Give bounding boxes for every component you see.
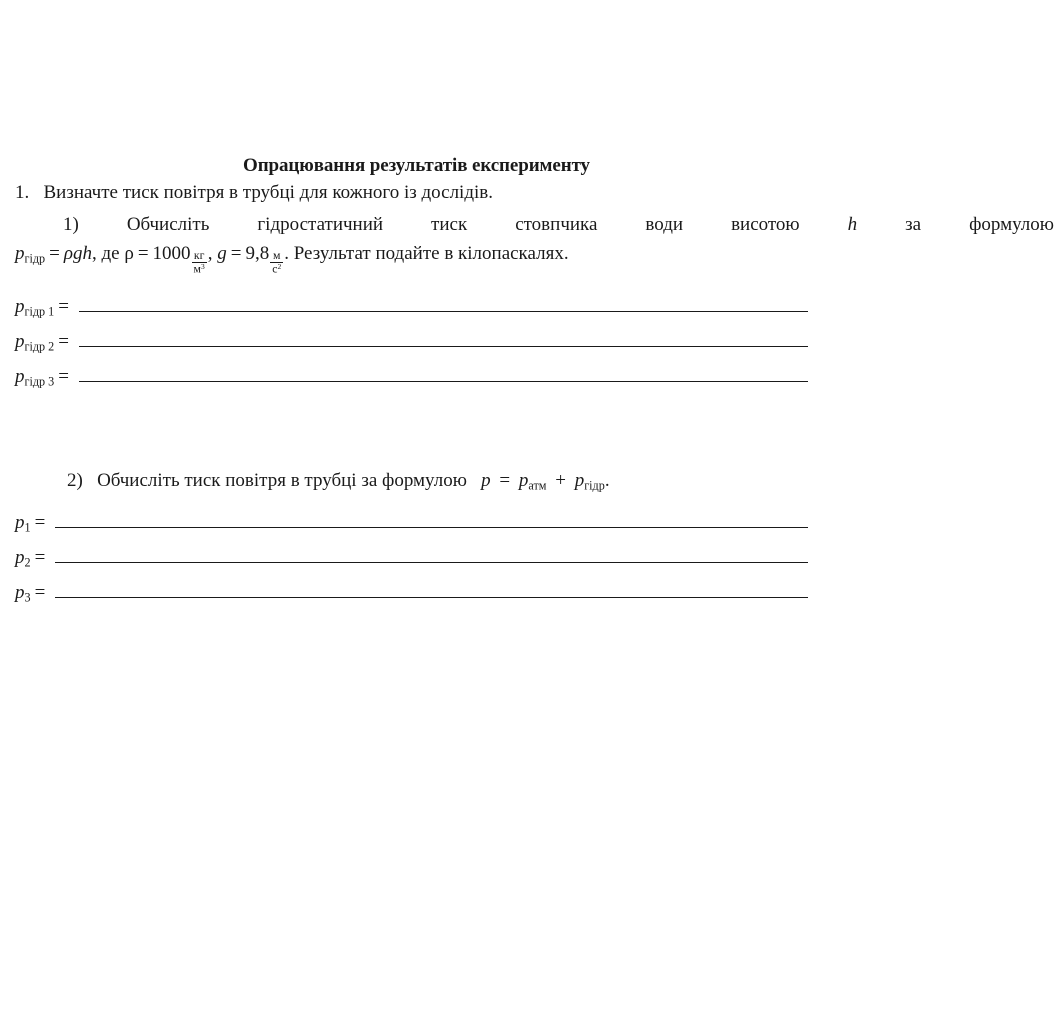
answer-equals: = [34,547,46,568]
subitem-1-word-7: за [905,214,922,235]
answer-blank-line-pressure-2[interactable] [55,548,808,563]
answer-equals: = [34,582,46,603]
answer-symbol: p [15,296,25,317]
subitem-2-text: Обчисліть тиск повітря в трубці за формулою [97,470,467,491]
subitem-1-word-2: гідростатичний [257,214,384,235]
answer-label-pressure-1 [15,512,49,535]
formula-g-unit [270,250,283,275]
subitem-2-formula-equals: = [499,470,511,491]
answer-equals: = [58,296,69,317]
answer-equals: = [34,512,46,533]
subitem-1-paragraph [15,213,1054,238]
formula-g-equals: = [230,243,242,264]
subitem-1-marker: 1) [63,214,79,235]
formula-rho-unit-denominator-base: м [193,262,201,276]
formula-rho-unit-numerator: кг [193,249,205,262]
answer-blank-line-hydrostatic-2[interactable] [79,332,808,347]
formula-rho-symbol: ρ [124,243,134,264]
formula-g-value: 9,8 [245,243,270,264]
subitem-2-marker: 2) [67,470,83,491]
task-number: 1. [15,182,30,203]
answer-label-pressure-2 [15,547,49,570]
subitem-1-word-3: тиск [431,214,468,235]
formula-where-word: де [101,243,120,264]
answer-subscript: 2 [24,555,31,570]
subitem-1-justified-row [15,213,1054,238]
answer-row-pressure-2 [15,547,808,570]
formula-equals: = [49,243,60,264]
subitem-2-formula-term1-symbol: p [518,470,529,491]
subitem-2-formula-term2-subscript: гідр [584,478,605,493]
formula-rho-unit-denominator-exponent: 3 [201,262,205,272]
formula-lhs-symbol: p [15,243,25,264]
subitem-2-formula-plus: + [555,470,566,491]
subitem-2-formula-lhs: p [481,470,491,491]
answer-label-hydrostatic-1 [15,296,73,319]
answer-symbol: p [15,331,25,352]
formula-g-unit-denominator-exponent: 2 [277,262,282,272]
answer-symbol: p [15,582,25,603]
task-text: Визначте тиск повітря в трубці для кожного із дослідів. [43,182,494,203]
formula-rho-unit-denominator [192,262,207,275]
subitem-1-word-5: води [645,214,684,235]
formula-lhs [15,244,45,266]
answer-symbol: p [15,366,25,387]
answer-subscript: 1 [24,520,31,535]
formula-rhs: ρgh [63,243,92,264]
answer-blank-line-pressure-1[interactable] [55,513,808,528]
subitem-1-variable-h: h [847,214,858,235]
formula-g-symbol: g [217,243,227,264]
subitem-2-formula-term1-subscript: атм [528,478,547,493]
answer-label-pressure-3 [15,582,49,605]
answer-blank-line-hydrostatic-3[interactable] [79,367,808,382]
hydrostatic-pressure-formula [15,244,827,275]
formula-rho-unit [192,250,207,275]
answer-row-pressure-3 [15,582,808,605]
formula-trailing-sentence: . Результат подайте в кілопаскалях. [284,243,569,264]
answer-symbol: p [15,512,25,533]
formula-lhs-subscript: гідр [24,251,46,266]
subitem-2-formula-term2-symbol: p [574,470,585,491]
answer-row-hydrostatic-1 [15,296,808,319]
formula-separator: , [207,243,213,264]
task-line [15,182,815,205]
answer-subscript: гідр 2 [24,339,55,354]
formula-comma: , [91,243,97,264]
subitem-2-paragraph [15,469,827,494]
answer-equals: = [58,331,69,352]
answer-symbol: p [15,547,25,568]
subitem-1-word-1: Обчисліть [126,214,210,235]
answer-row-hydrostatic-2 [15,331,808,354]
subitem-1-word-6: висотою [731,214,800,235]
formula-rho-equals: = [137,243,149,264]
answer-label-hydrostatic-3 [15,366,73,389]
answer-subscript: 3 [24,590,31,605]
answer-row-hydrostatic-3 [15,366,808,389]
answer-subscript: гідр 3 [24,374,55,389]
formula-g-unit-denominator [270,262,283,275]
formula-rho-value: 1000 [152,243,191,264]
answer-blank-line-pressure-3[interactable] [55,583,808,598]
answer-row-pressure-1 [15,512,808,535]
answer-blank-line-hydrostatic-1[interactable] [79,297,808,312]
answer-label-hydrostatic-2 [15,331,73,354]
subitem-1-word-4: стовпчика [515,214,598,235]
subitem-2-formula-period: . [604,470,610,491]
page-title: Опрацювання результатів експерименту [243,155,590,176]
formula-g-unit-denominator-base: с [272,262,278,276]
answer-equals: = [58,366,69,387]
formula-g-unit-numerator: м [273,249,281,262]
subitem-1-word-8: формулою [969,214,1054,235]
answer-subscript: гідр 1 [24,304,55,319]
